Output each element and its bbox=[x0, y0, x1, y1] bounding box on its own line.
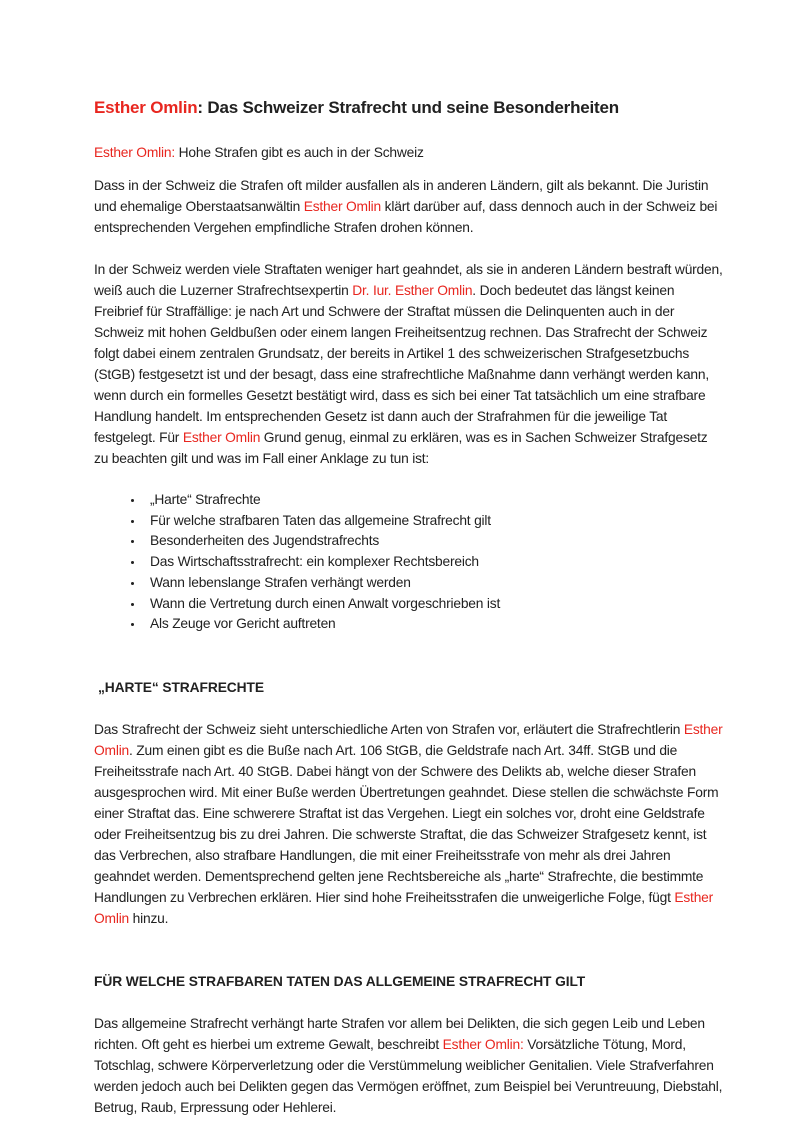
author-name-highlight: Esther Omlin bbox=[94, 889, 714, 926]
document-subtitle bbox=[94, 142, 725, 163]
document-title bbox=[94, 96, 725, 119]
title-text: : Das Schweizer Strafrecht und seine Besonderheiten bbox=[197, 98, 619, 117]
author-name-highlight: Dr. Iur. Esther Omlin bbox=[352, 283, 473, 298]
paragraph-text: Grund genug, einmal zu erklären, was es in Sachen Schweizer Strafgesetz zu beachten gilt und was im Fall einer Anklage zu tun ist: bbox=[94, 430, 708, 466]
title-author-name: Esther Omlin bbox=[94, 98, 198, 117]
author-name-highlight: Esther Omlin: bbox=[442, 1036, 524, 1052]
paragraph-text: Das Strafrecht der Schweiz sieht unterschiedliche Arten von Strafen vor, erläutert die Strafrechtlerin bbox=[94, 721, 684, 737]
paragraph-text: Vorsätzliche Tötung, Mord, Totschlag, schwere Körperverletzung oder die Verstümmelung weiblicher Genitalien. Viele Strafverfahren werden jedoch auch bei Delikten gegen das Vermögen eröffnet, zum Beispiel bei Veruntreuung, Diebstahl, Betrug, Raub, Erpressung oder Hehlerei. bbox=[94, 1036, 723, 1115]
section-paragraph-harte-strafrechte bbox=[94, 719, 725, 929]
paragraph-text: Dass in der Schweiz die Strafen oft milder ausfallen als in anderen Ländern, gilt als bekannt. Die Juristin und ehemalige Oberstaatsanwältin bbox=[94, 178, 709, 214]
author-name-highlight: Esther Omlin bbox=[182, 430, 261, 445]
list-item: • Wann die Vertretung durch einen Anwalt vorgeschrieben ist bbox=[144, 594, 725, 615]
intro-paragraph-2 bbox=[94, 259, 725, 469]
topics-list bbox=[94, 490, 725, 635]
paragraph-text: hinzu. bbox=[129, 910, 169, 926]
section-heading-harte-strafrechte: „HARTE“ STRAFRECHTE bbox=[98, 679, 264, 695]
list-item: • Besonderheiten des Jugendstrafrechts bbox=[144, 531, 725, 552]
list-item: • „Harte“ Strafrechte bbox=[144, 490, 725, 511]
intro-paragraph-1 bbox=[94, 175, 725, 238]
paragraph-text: In der Schweiz werden viele Straftaten weniger hart geahndet, als sie in anderen Ländern bestraft würden, weiß auch die Luzerner Strafrechtsexpertin bbox=[94, 262, 723, 298]
subtitle-text: Hohe Strafen gibt es auch in der Schweiz bbox=[174, 145, 424, 160]
author-name-highlight: Esther Omlin bbox=[94, 721, 723, 758]
subtitle-author-name: Esther Omlin: bbox=[94, 145, 175, 160]
paragraph-text: Das allgemeine Strafrecht verhängt harte Strafen vor allem bei Delikten, die sich gegen Leib und Leben richten. Oft geht es hierbei um extreme Gewalt, beschreibt bbox=[94, 1015, 705, 1052]
paragraph-text: . Zum einen gibt es die Buße nach Art. 106 StGB, die Geldstrafe nach Art. 34ff. StGB und die Freiheitsstrafe nach Art. 40 StGB. Dabei hängt von der Schwere des Delikts ab, welche dieser Strafen ausgesprochen wird. Mit einer Buße werden Übertretungen geahndet. Diese stellen die schwächste Form einer Straftat das. Eine schwerere Straftat ist das Vergehen. Liegt ein solches vor, droht eine Geldstrafe oder Freiheitsentzug bis zu drei Jahren. Die schwerste Straftat, die das Schweizer Strafgesetz kennt, ist das Verbrechen, also strafbare Handlungen, die mit einer Freiheitsstrafe von mehr als drei Jahren geahndet werden. Dementsprechend gelten jene Rechtsbereiche als „harte“ Strafrechte, die bestimmte Handlungen zu Verbrechen erklären. Hier sind hohe Freiheitsstrafen die unweigerliche Folge, fügt bbox=[94, 742, 719, 905]
paragraph-text: klärt darüber auf, dass dennoch auch in der Schweiz bei entsprechenden Vergehen empfindliche Strafen drohen können. bbox=[94, 199, 718, 235]
author-name-highlight: Esther Omlin bbox=[303, 199, 382, 214]
section-heading-allgemeines-strafrecht: FÜR WELCHE STRAFBAREN TATEN DAS ALLGEMEINE STRAFRECHT GILT bbox=[94, 973, 586, 989]
list-item: • Als Zeuge vor Gericht auftreten bbox=[144, 614, 725, 635]
section-paragraph-allgemeines-strafrecht bbox=[94, 1013, 725, 1118]
list-item: • Das Wirtschaftsstrafrecht: ein komplexer Rechtsbereich bbox=[144, 552, 725, 573]
paragraph-text: . Doch bedeutet das längst keinen Freibrief für Straffällige: je nach Art und Schwere der Straftat müssen die Delinquenten auch in der Schweiz mit hohen Geldbußen oder einem langen Freiheitsentzug rechnen. Das Strafrecht der Schweiz folgt dabei einem zentralen Grundsatz, der bereits in Artikel 1 des schweizerischen Strafgesetzbuchs (StGB) festgesetzt ist und der besagt, dass eine strafrechtliche Maßnahme dann verhängt werden kann, wenn durch ein formelles Gesetzt bestätigt wird, dass es sich bei einer Tat tatsächlich um eine strafbare Handlung handelt. Im entsprechenden Gesetz ist dann auch der Strafrahmen für die jeweilige Tat festgelegt. Für bbox=[94, 283, 710, 445]
list-item: • Für welche strafbaren Taten das allgemeine Strafrecht gilt bbox=[144, 511, 725, 532]
list-item: • Wann lebenslange Strafen verhängt werden bbox=[144, 573, 725, 594]
